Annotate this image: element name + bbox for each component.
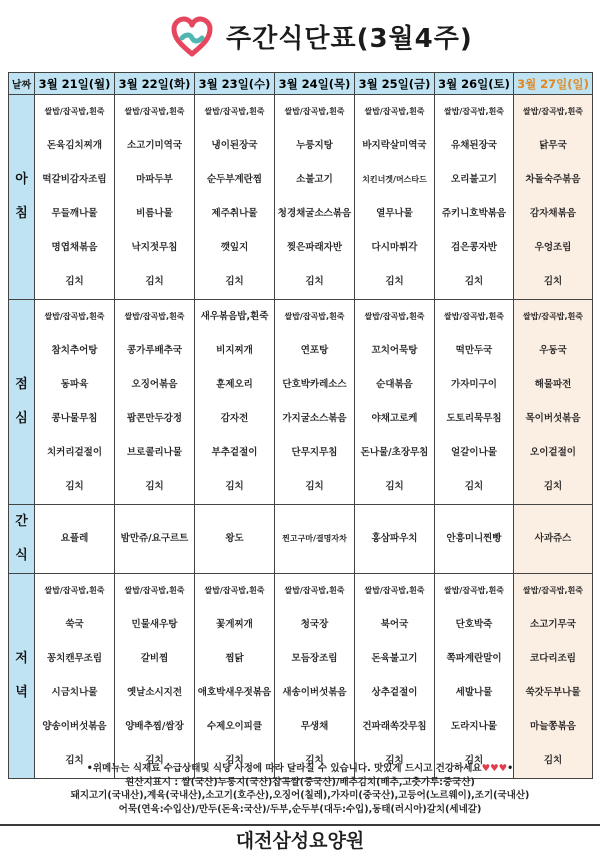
meal-row [9, 574, 593, 779]
menu-item: 단호박카레소스 [282, 379, 347, 390]
menu-item: 쌀밥/잡곡밥,흰죽 [284, 312, 345, 321]
menu-cell [435, 300, 514, 505]
meal-row [9, 505, 593, 574]
menu-cell [35, 574, 115, 779]
menu-item: 연포탕 [300, 345, 329, 356]
menu-item: 목이버섯볶음 [525, 413, 581, 424]
day-header: 3월 26일(토) [435, 73, 514, 95]
menu-item: 돈육김치찌개 [46, 140, 103, 151]
menu-item: 도라지나물 [451, 721, 497, 732]
menu-item: 무들깨나물 [51, 208, 98, 219]
menu-item: 쌀밥/잡곡밥,흰죽 [284, 586, 345, 595]
menu-item: 부추겉절이 [211, 447, 258, 458]
menu-item: 꼬치어묵탕 [371, 345, 418, 356]
menu-item: 코다리조림 [530, 653, 576, 664]
menu-item: 옛날소시지전 [126, 687, 183, 698]
menu-cell [514, 95, 593, 300]
menu-item: 북어국 [380, 619, 409, 630]
menu-item: 차돌숙주볶음 [525, 174, 581, 185]
meal-label-char: 침 [15, 206, 28, 221]
day-header: 3월 21일(월) [35, 73, 115, 95]
menu-item: 왕도 [225, 533, 244, 544]
meal-label-char: 저 [15, 651, 28, 666]
menu-item: 감자채볶음 [530, 208, 576, 219]
menu-item: 새우볶음밥,흰죽 [200, 311, 269, 322]
menu-item: 밤만쥬/요구르트 [120, 533, 189, 544]
menu-item: 쌀밥/잡곡밥,흰죽 [124, 107, 185, 116]
meal-label-char: 식 [15, 548, 28, 563]
menu-item: 김치 [305, 276, 324, 287]
menu-item: 우엉조림 [534, 242, 572, 253]
hearts-icon: ♥♥♥ [481, 763, 508, 774]
menu-item: 김치 [543, 755, 563, 766]
day-header-sunday: 3월 27일(일) [514, 73, 593, 95]
menu-item: 양배추찜/쌈장 [125, 721, 184, 732]
menu-cell [435, 505, 514, 574]
menu-item: 김치 [543, 276, 563, 287]
menu-item: 애호박새우젓볶음 [197, 687, 272, 698]
origin-line: 원산지표시 : 쌀(국산)누룽지(국산)잡곡쌀(중국산)/배추김치(배추,고춧가루:중국산) [125, 776, 475, 788]
heart-logo-icon [170, 14, 214, 58]
date-column-label: 날짜 [9, 73, 35, 95]
menu-item: 유채된장국 [451, 140, 497, 151]
menu-item: 양송이버섯볶음 [42, 721, 107, 732]
title-area [0, 0, 600, 72]
menu-item: 쌀밥/잡곡밥,흰죽 [443, 586, 505, 595]
menu-cell [355, 300, 435, 505]
menu-item: 제주취나물 [211, 208, 258, 219]
menu-item: 쪽파계란말이 [446, 653, 502, 664]
menu-item: 김치 [464, 481, 484, 492]
menu-item: 김치 [65, 481, 84, 492]
weekly-menu-table [8, 72, 593, 779]
menu-item: 요플레 [60, 533, 89, 544]
menu-cell [275, 300, 355, 505]
menu-cell [35, 95, 115, 300]
menu-item: 쌀밥/잡곡밥,흰죽 [364, 312, 425, 321]
menu-item: 꽃게찌개 [216, 619, 253, 630]
menu-cell [195, 95, 275, 300]
menu-item: 브로콜리나물 [126, 447, 183, 458]
meal-label-char: 아 [15, 172, 28, 187]
menu-item: 쌀밥/잡곡밥,흰죽 [284, 107, 345, 116]
menu-item: 바지락살미역국 [362, 140, 427, 151]
hospital-name: 대전삼성요양원 [235, 830, 365, 852]
menu-item: 돈육불고기 [371, 653, 418, 664]
menu-item: 가지굴소스볶음 [282, 413, 347, 424]
menu-item: 열무나물 [376, 208, 413, 219]
menu-item: 누룽지탕 [296, 140, 333, 151]
menu-cell [195, 505, 275, 574]
menu-cell [355, 95, 435, 300]
menu-cell [355, 505, 435, 574]
menu-item: 수제오이피클 [206, 721, 263, 732]
menu-item: 쌀밥/잡곡밥,흰죽 [44, 107, 105, 116]
menu-item: 마늘쫑볶음 [530, 721, 576, 732]
menu-item: 오리불고기 [451, 174, 497, 185]
menu-item: 비지찌개 [216, 345, 253, 356]
menu-item: 다시마튀각 [371, 242, 418, 253]
menu-item: 김치 [385, 481, 404, 492]
menu-item: 김치 [305, 755, 324, 766]
menu-item: 쌀밥/잡곡밥,흰죽 [522, 107, 584, 116]
menu-item: 검은콩자반 [451, 242, 497, 253]
menu-cell [355, 574, 435, 779]
menu-item: 쌀밥/잡곡밥,흰죽 [204, 586, 265, 595]
meal-label-char: 간 [15, 514, 28, 529]
menu-cell [195, 300, 275, 505]
menu-item: 쑥갓두부나물 [525, 687, 581, 698]
menu-item: 김치 [225, 755, 244, 766]
meal-label [9, 300, 35, 505]
menu-item: 찢은파래자반 [286, 242, 343, 253]
menu-item: 김치 [385, 276, 404, 287]
menu-item: 돈나물/초장무침 [360, 447, 429, 458]
meal-row [9, 95, 593, 300]
menu-item: 소고기무국 [530, 619, 576, 630]
menu-item: 쌀밥/잡곡밥,흰죽 [44, 586, 105, 595]
menu-item: 떡갈비감자조림 [42, 174, 107, 185]
menu-item: 김치 [225, 481, 244, 492]
menu-item: 홍삼파우치 [371, 533, 418, 544]
menu-item: 사과쥬스 [534, 533, 572, 544]
menu-item: 쌀밥/잡곡밥,흰죽 [364, 586, 425, 595]
menu-cell [115, 505, 195, 574]
menu-cell [115, 574, 195, 779]
menu-item: 안흥미니찐빵 [446, 533, 502, 544]
menu-item: 참치추어탕 [51, 345, 98, 356]
day-header: 3월 23일(수) [195, 73, 275, 95]
menu-item: 김치 [225, 276, 244, 287]
menu-item: 마파두부 [136, 174, 173, 185]
menu-cell [514, 505, 593, 574]
menu-item: 건파래쏙갓무침 [362, 721, 427, 732]
menu-item: 팝콘만두강정 [126, 413, 183, 424]
menu-item: 냉이된장국 [211, 140, 258, 151]
menu-cell [35, 505, 115, 574]
menu-item: 닭무국 [539, 140, 567, 151]
menu-item: 소고기미역국 [126, 140, 183, 151]
menu-item: 청경채굴소스볶음 [277, 208, 352, 219]
menu-item: 쑥국 [65, 619, 84, 630]
menu-item: 청국장 [300, 619, 329, 630]
menu-item: 순대볶음 [376, 379, 413, 390]
meal-label-char: 심 [15, 411, 28, 426]
menu-item: 김치 [145, 755, 164, 766]
menu-item: 쌀밥/잡곡밥,흰죽 [204, 107, 265, 116]
menu-item: 쌀밥/잡곡밥,흰죽 [522, 586, 584, 595]
menu-item: 감자전 [220, 413, 249, 424]
menu-item: 쌀밥/잡곡밥,흰죽 [443, 107, 505, 116]
menu-item: 우동국 [539, 345, 567, 356]
page-title: 주간식단표(3월4주) [226, 24, 473, 54]
menu-item: 갈비찜 [140, 653, 169, 664]
meal-label [9, 574, 35, 779]
menu-item: 오징어볶음 [131, 379, 178, 390]
menu-item: 찐고구마/결명자차 [282, 534, 347, 543]
menu-item: 오이겉절이 [530, 447, 576, 458]
menu-cell [35, 300, 115, 505]
origin-line: 어묵(연육:수입산)/만두(돈육:국산)/두부,순두부(대두:수입),동태(러시아)갈치(세네갈) [118, 803, 482, 815]
notice-line: •위메뉴는 식재료 수급상태및 식당 사정에 따라 달라질 수 있습니다. 맛있게 드시고 건강하세요♥♥♥• [86, 763, 514, 774]
menu-item: 새송이버섯볶음 [282, 687, 347, 698]
menu-item: 떡만두국 [455, 345, 493, 356]
menu-item: 훈제오리 [216, 379, 253, 390]
meal-label [9, 505, 35, 574]
meal-label-char: 녁 [15, 685, 28, 700]
menu-item: 동파육 [60, 379, 89, 390]
menu-cell [514, 300, 593, 505]
menu-item: 김치 [305, 481, 324, 492]
menu-cell [115, 95, 195, 300]
menu-item: 모듬장조림 [291, 653, 338, 664]
meal-row [9, 300, 593, 505]
menu-item: 치킨너겟/머스타드 [362, 175, 427, 184]
menu-item: 쌀밥/잡곡밥,흰죽 [44, 312, 105, 321]
menu-item: 비름나물 [136, 208, 173, 219]
menu-item: 낙지젓무침 [131, 242, 178, 253]
menu-item: 상추겉절이 [371, 687, 418, 698]
day-header: 3월 22일(화) [115, 73, 195, 95]
day-header: 3월 25일(금) [355, 73, 435, 95]
menu-body [9, 95, 593, 779]
menu-item: 무생채 [300, 721, 329, 732]
menu-item: 김치 [464, 276, 484, 287]
menu-item: 김치 [464, 755, 484, 766]
menu-item: 쌀밥/잡곡밥,흰죽 [124, 586, 185, 595]
meal-label [9, 95, 35, 300]
menu-item: 명엽채볶음 [51, 242, 98, 253]
menu-item: 쌀밥/잡곡밥,흰죽 [522, 312, 584, 321]
notice-text [8, 762, 592, 816]
menu-cell [514, 574, 593, 779]
menu-item: 치커리겉절이 [46, 447, 103, 458]
meal-label-char: 점 [15, 377, 28, 392]
menu-item: 쌀밥/잡곡밥,흰죽 [364, 107, 425, 116]
day-header: 3월 24일(목) [275, 73, 355, 95]
menu-item: 순두부계란찜 [206, 174, 263, 185]
menu-item: 김치 [65, 276, 84, 287]
menu-cell [115, 300, 195, 505]
date-header-row [9, 73, 593, 95]
menu-item: 꽁치캔무조림 [46, 653, 103, 664]
menu-item: 김치 [543, 481, 563, 492]
menu-item: 도토리묵무침 [446, 413, 502, 424]
menu-item: 민물새우탕 [131, 619, 178, 630]
menu-item: 김치 [65, 755, 84, 766]
menu-item: 해물파전 [534, 379, 572, 390]
menu-cell [275, 574, 355, 779]
menu-item: 야채고로케 [371, 413, 418, 424]
menu-item: 김치 [385, 755, 404, 766]
menu-item: 김치 [145, 276, 164, 287]
menu-item: 찜닭 [225, 653, 244, 664]
menu-cell [195, 574, 275, 779]
menu-item: 쌀밥/잡곡밥,흰죽 [443, 312, 505, 321]
menu-item: 시금치나물 [51, 687, 98, 698]
menu-item: 콩나물무침 [51, 413, 98, 424]
menu-cell [435, 574, 514, 779]
menu-item: 단호박죽 [455, 619, 493, 630]
menu-item: 단무지무침 [291, 447, 338, 458]
menu-item: 쌀밥/잡곡밥,흰죽 [124, 312, 185, 321]
menu-item: 세발나물 [455, 687, 493, 698]
origin-line: 돼지고기(국내산),계육(국내산),소고기(호주산),오징어(칠레),가자미(중국산),고등어(노르웨이),조기(국내산) [70, 790, 530, 801]
menu-item: 얼갈이나물 [451, 447, 497, 458]
menu-cell [275, 95, 355, 300]
menu-item: 쥬키니호박볶음 [441, 208, 507, 219]
menu-item: 소불고기 [296, 174, 333, 185]
menu-item: 콩가루배추국 [126, 345, 183, 356]
menu-item: 김치 [145, 481, 164, 492]
menu-cell [275, 505, 355, 574]
menu-item: 깻잎지 [220, 242, 249, 253]
menu-cell [435, 95, 514, 300]
menu-item: 가자미구이 [451, 379, 497, 390]
